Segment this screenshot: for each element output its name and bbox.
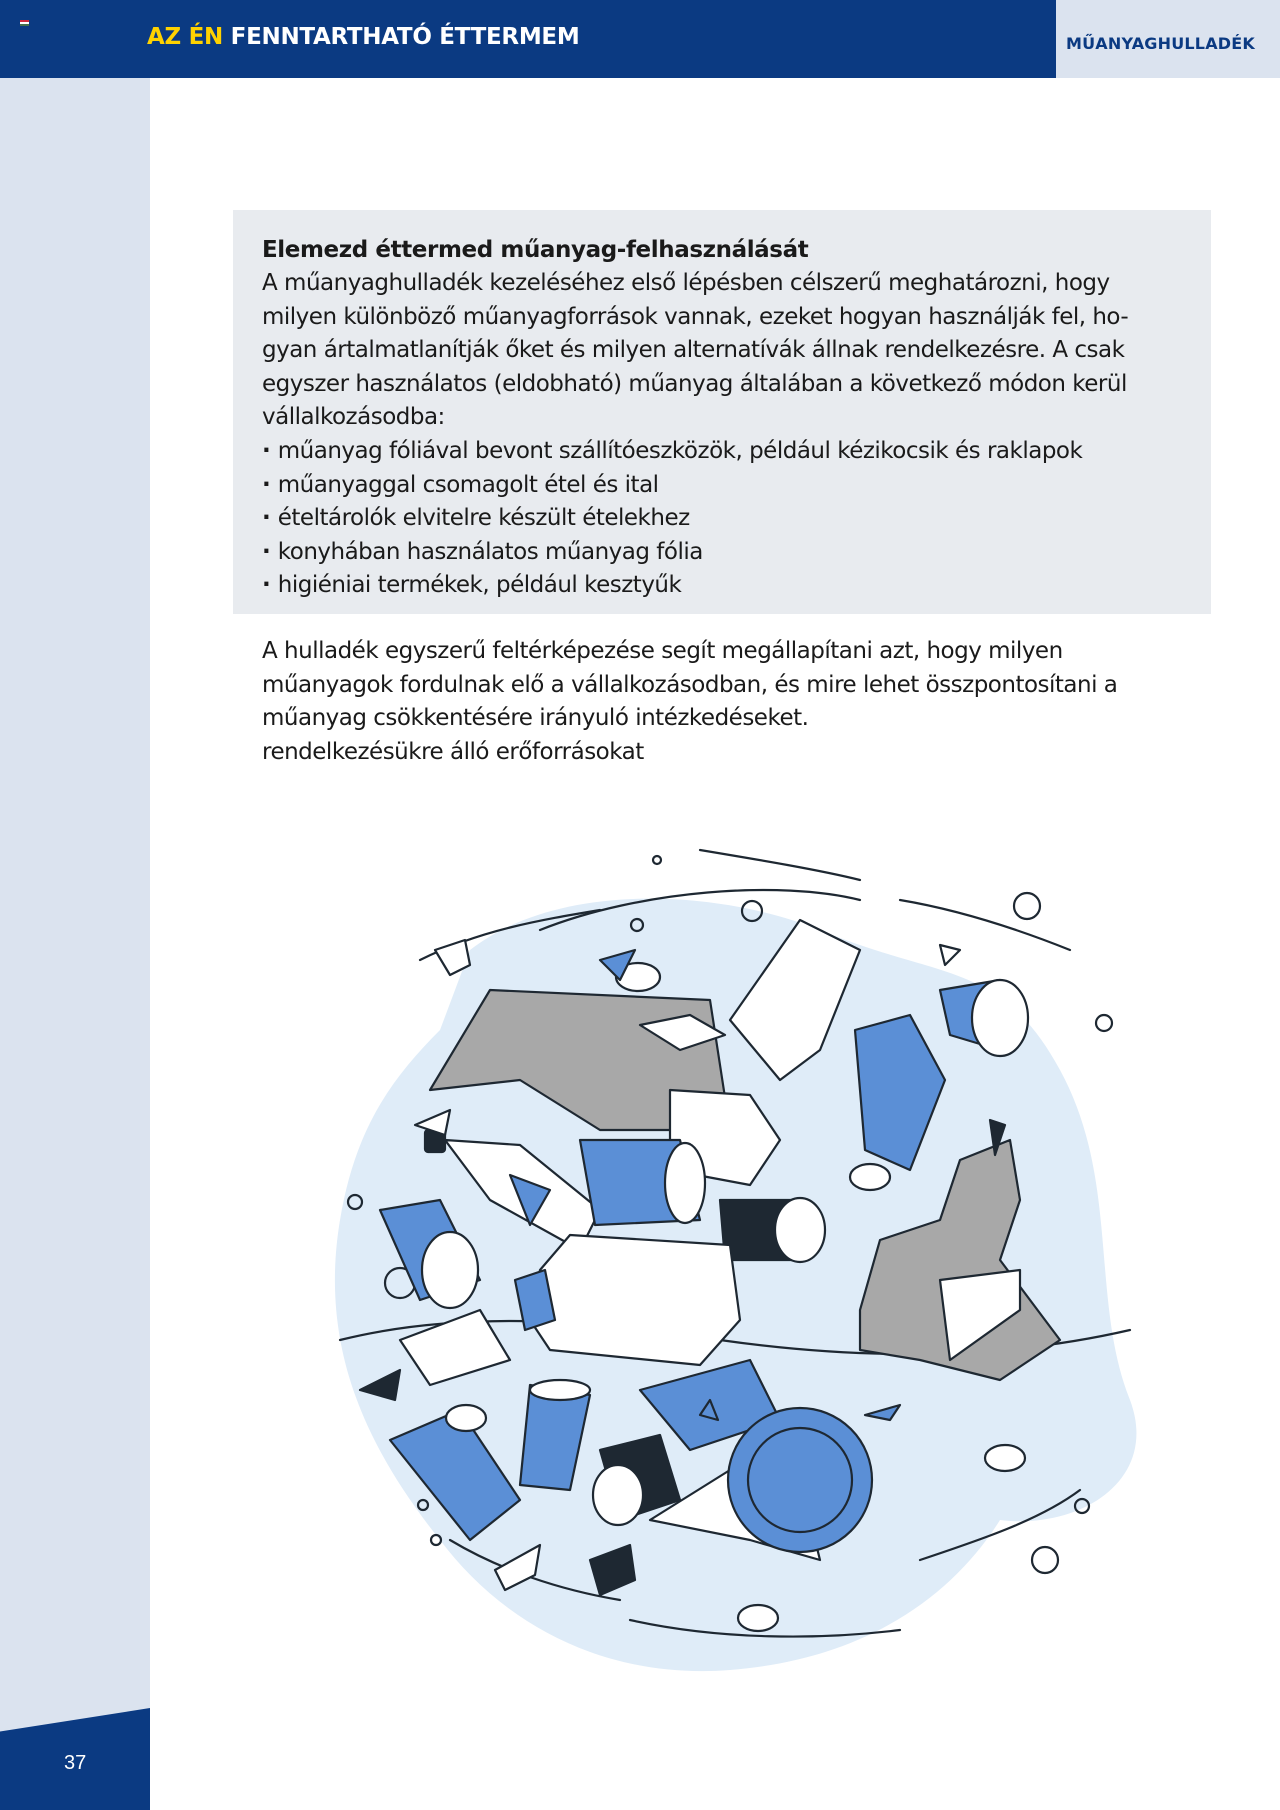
- list-item: · műanyaggal csomagolt étel és ital: [262, 469, 1183, 503]
- can-rim: [775, 1198, 825, 1262]
- info-line: vállalkozásodba:: [262, 404, 445, 431]
- page-number: 37: [64, 1752, 87, 1774]
- bottle-cap: [738, 1605, 778, 1631]
- section-header: [1056, 0, 1280, 78]
- bottle-cap: [985, 1445, 1025, 1471]
- bubble: [1014, 893, 1040, 919]
- body-line: műanyagok fordulnak elő a vállalkozásodban, és mire lehet összpontosítani a: [262, 671, 1118, 698]
- bottle-cap: [446, 1405, 486, 1431]
- section-label: MŰANYAGHULLADÉK: [1065, 34, 1255, 53]
- plastic-waste-illustration: [300, 840, 1160, 1700]
- info-box: [233, 210, 1211, 614]
- bubble: [431, 1535, 441, 1545]
- left-sidebar: [0, 78, 150, 1810]
- plastic-jug: [530, 1235, 740, 1365]
- swoosh-line: [700, 850, 860, 880]
- flag-icon: [20, 20, 29, 27]
- body-paragraph: [262, 635, 1202, 769]
- header-title-accent: AZ ÉN: [147, 24, 223, 50]
- body-line: A hulladék egyszerű feltérképezése segít megállapítani azt, hogy milyen: [262, 638, 1063, 664]
- bubble: [653, 856, 661, 864]
- bottle-cap: [850, 1164, 890, 1190]
- can-rim: [665, 1143, 705, 1223]
- info-line: gyan ártalmatlanítják őket és milyen alternatívák állnak rendelkezésre. A csak: [262, 337, 1125, 364]
- list-item: · műanyag fóliával bevont szállítóeszközök, például kézikocsik és raklapok: [262, 435, 1183, 469]
- info-line: A műanyaghulladék kezeléséhez első lépésben célszerű meghatározni, hogy: [262, 270, 1110, 296]
- bubble: [1096, 1015, 1112, 1031]
- bubble: [1032, 1547, 1058, 1573]
- info-line: milyen különböző műanyagforrások vannak, ezeket hogyan használják fel, ho-: [262, 303, 1129, 330]
- bullet-list: [262, 435, 1183, 603]
- list-item: · konyhában használatos műanyag fólia: [262, 536, 1183, 570]
- body-line: rendelkezésükre álló erőforrásokat: [262, 738, 644, 765]
- bowl-inner: [748, 1428, 852, 1532]
- swoosh-line: [900, 900, 1070, 950]
- cup-rim: [530, 1380, 590, 1400]
- info-box-title: Elemezd éttermed műanyag-felhasználását: [262, 237, 809, 263]
- flag-stripe-bottom: [20, 24, 29, 26]
- header-title: [147, 26, 579, 49]
- cup-rim: [972, 980, 1028, 1056]
- header-bar: [0, 0, 1056, 78]
- list-item: · higiéniai termékek, például kesztyűk: [262, 569, 1183, 603]
- body-line: műanyag csökkentésére irányuló intézkedéseket.: [262, 705, 809, 732]
- plastic-shard: [940, 945, 960, 965]
- cup-rim: [422, 1232, 478, 1308]
- header-title-rest: FENNTARTHATÓ ÉTTERMEM: [230, 24, 580, 50]
- info-line: egyszer használatos (eldobható) műanyag általában a következő módon kerül: [262, 370, 1127, 397]
- info-box-text: [262, 267, 1183, 435]
- list-item: · ételtárolók elvitelre készült ételekhez: [262, 502, 1183, 536]
- cup-rim: [593, 1465, 643, 1525]
